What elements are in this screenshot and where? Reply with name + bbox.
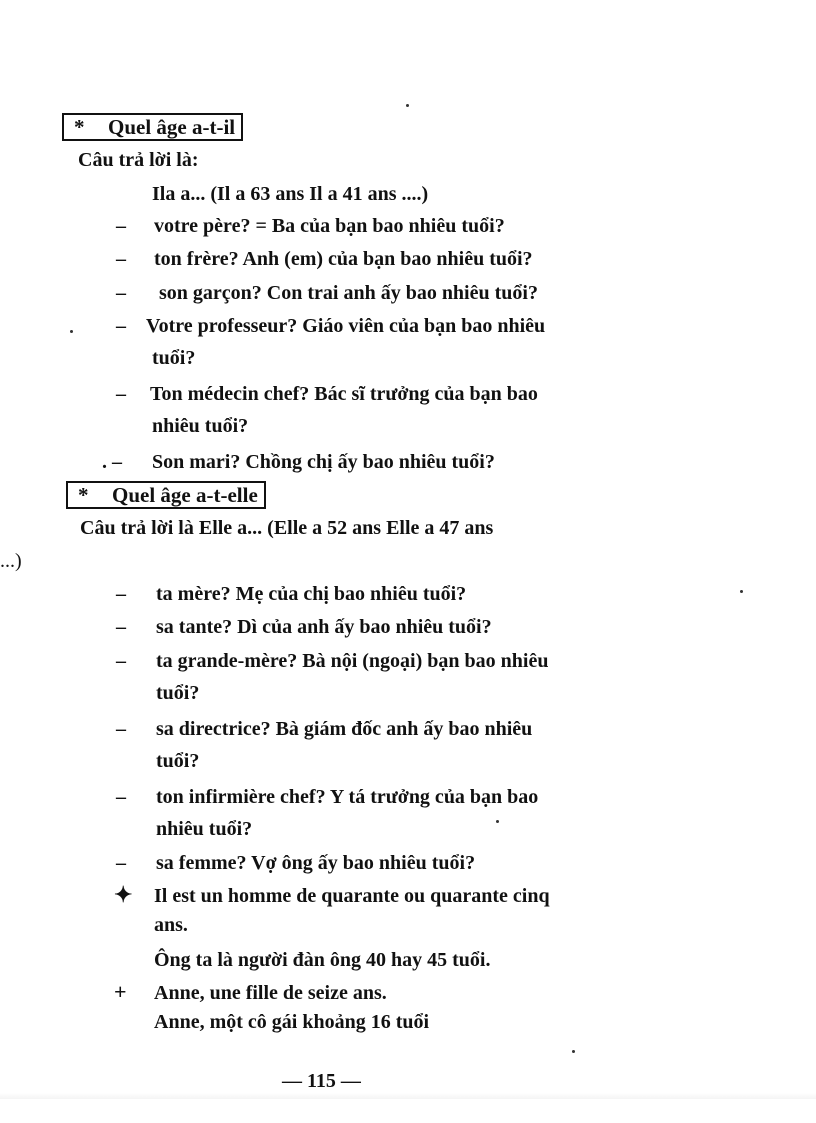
plus-marker: ✦ <box>114 882 133 907</box>
scan-speck <box>572 1050 575 1053</box>
list-item <box>116 313 545 339</box>
list-item <box>116 246 533 272</box>
dash-marker: – <box>116 786 126 808</box>
dash-marker: – <box>116 616 126 638</box>
dash-marker: – <box>116 315 126 337</box>
list-item-continuation: tuổi? <box>152 347 196 369</box>
dash-marker: . – <box>102 451 122 473</box>
list-item-continuation: tuổi? <box>156 682 200 704</box>
list-item-text: son garçon? Con trai anh ấy bao nhiêu tuổi? <box>154 282 538 304</box>
example-item <box>114 882 550 909</box>
list-item-continuation: tuổi? <box>156 750 200 772</box>
bullet-star: * <box>74 115 85 139</box>
example-item <box>114 979 387 1006</box>
dash-marker: – <box>116 383 126 405</box>
example-translation: Anne, một cô gái khoảng 16 tuổi <box>154 1011 430 1033</box>
heading-title: Quel âge a-t-elle <box>112 483 258 507</box>
list-item <box>116 213 505 239</box>
list-item <box>116 850 475 876</box>
heading-title: Quel âge a-t-il <box>108 115 236 139</box>
list-item-text: ta mère? Mẹ của chị bao nhiêu tuổi? <box>156 583 467 605</box>
list-item-continuation: nhiêu tuổi? <box>152 415 249 437</box>
dash-marker: – <box>116 282 126 304</box>
list-item <box>116 581 466 607</box>
list-item-text: sa femme? Vợ ông ấy bao nhiêu tuổi? <box>156 852 476 874</box>
scan-speck <box>740 590 743 593</box>
list-item-text: sa tante? Dì của anh ấy bao nhiêu tuổi? <box>156 616 492 638</box>
scan-footer-edge <box>0 1093 816 1099</box>
intro-line: Câu trả lời là: <box>78 149 199 171</box>
list-item-text: votre père? = Ba của bạn bao nhiêu tuổi? <box>154 215 505 237</box>
bullet-star: * <box>78 483 89 507</box>
list-item-continuation: nhiêu tuổi? <box>156 818 253 840</box>
list-item-text: ton frère? Anh (em) của bạn bao nhiêu tuổi? <box>154 248 533 270</box>
example-text: Il est un homme de quarante ou quarante cinq <box>154 885 550 907</box>
heading-box-il <box>62 113 243 141</box>
example-continuation: ans. <box>154 914 188 936</box>
page-number: — 115 — <box>282 1070 361 1092</box>
list-item <box>116 716 532 742</box>
list-item-text: sa directrice? Bà giám đốc anh ấy bao nhiêu <box>156 718 533 740</box>
list-item <box>116 614 492 640</box>
dash-marker: – <box>116 248 126 270</box>
list-item <box>116 381 538 407</box>
list-item-text: Son mari? Chồng chị ấy bao nhiêu tuổi? <box>152 451 495 473</box>
list-item-text: ta grande-mère? Bà nội (ngoại) bạn bao nhiêu <box>156 650 549 672</box>
dash-marker: – <box>116 215 126 237</box>
intro-continuation: ...) <box>0 550 22 572</box>
list-item <box>116 648 548 674</box>
dash-marker: – <box>116 650 126 672</box>
list-item-text: Votre professeur? Giáo viên của bạn bao nhiêu <box>146 315 546 337</box>
example-text: Anne, une fille de seize ans. <box>154 982 387 1004</box>
dash-marker: – <box>116 718 126 740</box>
dash-marker: – <box>116 583 126 605</box>
list-item <box>116 280 538 306</box>
plus-marker: + <box>114 979 127 1004</box>
heading-box-elle <box>66 481 266 509</box>
example-line: Ila a... (Il a 63 ans Il a 41 ans ....) <box>152 183 429 205</box>
example-translation: Ông ta là người đàn ông 40 hay 45 tuổi. <box>154 949 491 971</box>
dash-marker: – <box>116 852 126 874</box>
scan-speck <box>70 330 73 333</box>
list-item <box>102 449 495 475</box>
scan-speck <box>406 104 409 107</box>
list-item-text: Ton médecin chef? Bác sĩ trưởng của bạn bao <box>150 383 538 405</box>
list-item-text: ton infirmière chef? Y tá trưởng của bạn bao <box>156 786 539 808</box>
scan-speck <box>496 820 499 823</box>
intro-line: Câu trả lời là Elle a... (Elle a 52 ans Elle a 47 ans <box>80 517 494 539</box>
list-item <box>116 784 538 810</box>
